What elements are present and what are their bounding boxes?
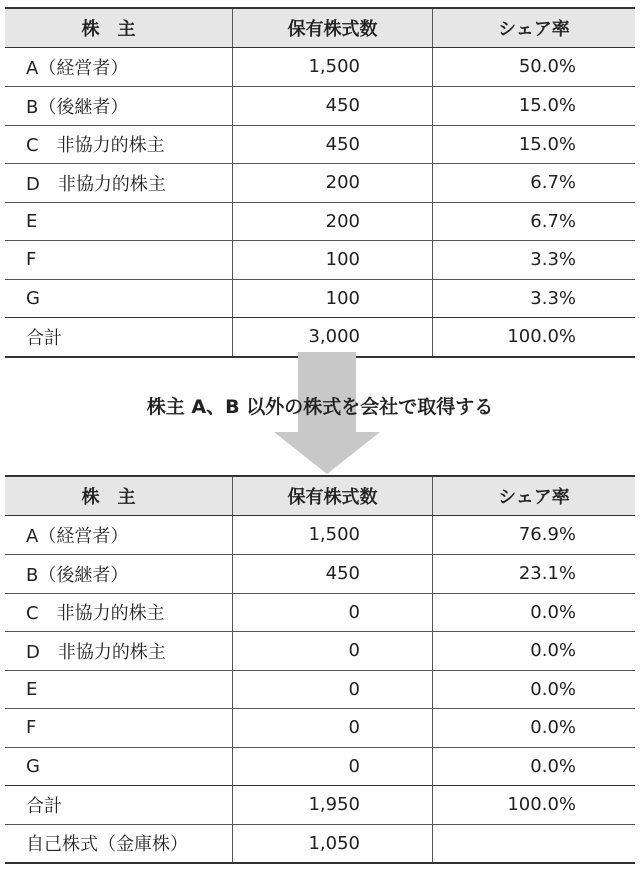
total-row (5, 317, 635, 356)
holder-cell: B（後継者） (26, 96, 129, 118)
table-header (5, 9, 635, 48)
shares-cell: 0 (232, 594, 432, 632)
ratio-cell: 50.0% (432, 48, 635, 87)
header-holder: 株 主 (81, 18, 136, 40)
shares-cell: 1,500 (232, 48, 432, 87)
holder-cell: C 非協力的株主 (26, 135, 165, 157)
shares-cell: 0 (232, 748, 432, 786)
table-row (5, 125, 635, 164)
header-shares: 保有株式数 (232, 477, 432, 515)
holder-cell: F (26, 717, 37, 739)
shares-cell: 450 (232, 126, 432, 164)
header-ratio: シェア率 (432, 477, 635, 515)
header-holder: 株 主 (81, 486, 136, 508)
table-header (5, 477, 635, 516)
shares-cell: 0 (232, 709, 432, 747)
shares-cell: 1,500 (232, 516, 432, 555)
total-shares: 1,950 (232, 786, 432, 824)
table-row (5, 747, 635, 786)
ratio-cell: 3.3% (432, 241, 635, 279)
total-ratio: 100.0% (432, 786, 635, 824)
ratio-cell: 0.0% (432, 748, 635, 786)
table-row (5, 279, 635, 318)
table-row (5, 202, 635, 241)
table-row (5, 708, 635, 747)
total-label: 合計 (26, 327, 62, 349)
shares-cell: 200 (232, 164, 432, 202)
ratio-cell: 15.0% (432, 126, 635, 164)
shares-cell: 0 (232, 632, 432, 670)
holder-cell: G (26, 755, 40, 777)
holder-cell: E (26, 678, 38, 700)
holder-cell: C 非協力的株主 (26, 603, 165, 625)
table-row (5, 670, 635, 709)
ratio-cell: 0.0% (432, 594, 635, 632)
holder-cell: B（後継者） (26, 564, 129, 586)
shareholder-table-after (5, 475, 635, 864)
holder-cell: A（経営者） (26, 57, 129, 79)
ratio-cell: 3.3% (432, 280, 635, 318)
treasury-ratio (432, 825, 635, 863)
shareholder-table-before (5, 7, 635, 358)
holder-cell: G (26, 287, 40, 309)
holder-cell: E (26, 210, 38, 232)
header-shares: 保有株式数 (232, 9, 432, 47)
table-row (5, 593, 635, 632)
holder-cell: A（経営者） (26, 525, 129, 547)
ratio-cell: 0.0% (432, 671, 635, 709)
header-ratio: シェア率 (432, 9, 635, 47)
total-row (5, 785, 635, 824)
table-row (5, 554, 635, 593)
treasury-stock-row (5, 824, 635, 863)
total-label: 合計 (26, 795, 62, 817)
ratio-cell: 6.7% (432, 164, 635, 202)
table-row (5, 631, 635, 670)
treasury-shares: 1,050 (232, 825, 432, 863)
ratio-cell: 0.0% (432, 632, 635, 670)
shares-cell: 100 (232, 280, 432, 318)
ratio-cell: 15.0% (432, 87, 635, 125)
ratio-cell: 6.7% (432, 203, 635, 241)
total-ratio: 100.0% (432, 318, 635, 356)
ratio-cell: 0.0% (432, 709, 635, 747)
holder-cell: D 非協力的株主 (26, 173, 166, 195)
ratio-cell: 76.9% (432, 516, 635, 555)
holder-cell: F (26, 249, 37, 271)
transition-caption: 株主 A、B 以外の株式を会社で取得する (146, 396, 494, 418)
table-row (5, 86, 635, 125)
table-row (5, 48, 635, 87)
shares-cell: 0 (232, 671, 432, 709)
total-shares: 3,000 (232, 318, 432, 356)
ratio-cell: 23.1% (432, 555, 635, 593)
shares-cell: 200 (232, 203, 432, 241)
table-row (5, 240, 635, 279)
table-row (5, 163, 635, 202)
shares-cell: 450 (232, 87, 432, 125)
holder-cell: D 非協力的株主 (26, 641, 166, 663)
treasury-label: 自己株式（金庫株） (26, 834, 188, 856)
table-row (5, 516, 635, 555)
shares-cell: 100 (232, 241, 432, 279)
shares-cell: 450 (232, 555, 432, 593)
